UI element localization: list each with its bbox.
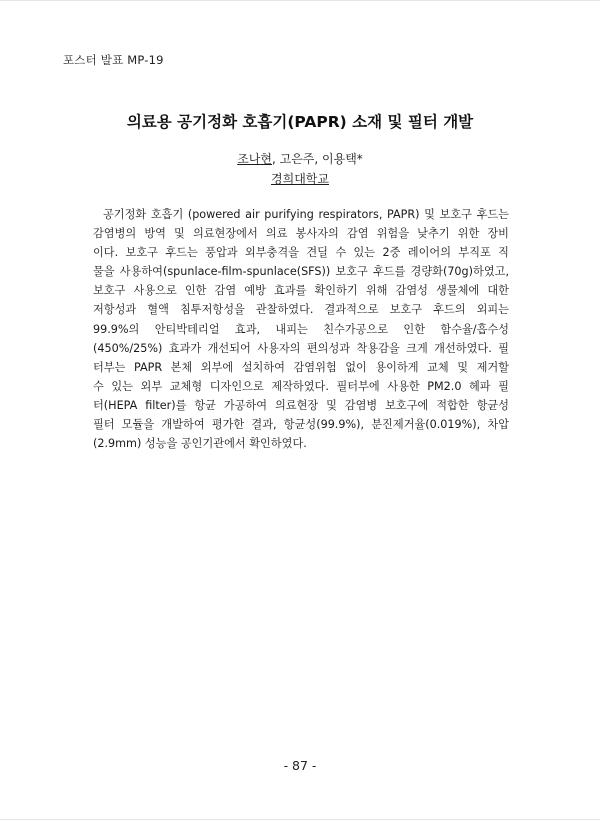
abstract-line: (450%/25%) 효과가 개선되어 사용자의 편의성과 착용감을 크게 개선하였다. 필	[93, 341, 509, 355]
session-label: 포스터 발표 MP-19	[63, 53, 164, 67]
abstract-line: 이다. 보호구 후드는 풍압과 외부충격을 견딜 수 있는 2중 레이어의 부직포 직	[93, 246, 509, 260]
abstract-line: 공기정화 호흡기 (powered air purifying respirators, PAPR) 및 보호구 후드는	[103, 208, 509, 221]
abstract-line: 저항성과 혈액 침투저항성을 관찰하였다. 결과적으로 보호구 후드의 외피는	[93, 303, 509, 317]
abstract-line: 보호구 사용으로 인한 감염 예방 효과를 확인하기 위해 감염성 생물체에 대한	[93, 284, 509, 298]
page-number: - 87 -	[283, 758, 317, 773]
abstract-line: 터부는 PAPR 본체 외부에 설치하여 감염위험 없이 용이하게 교체 및 제거할	[93, 360, 509, 374]
co-authors: , 고은주, 이용택*	[271, 152, 363, 166]
presenting-author: 조나현	[237, 152, 272, 166]
abstract-line: 99.9%의 안티박테리얼 효과, 내피는 친수가공으로 인한 함수율/흡수성	[93, 322, 509, 336]
abstract-line: 필터 모듈을 개발하여 평가한 결과, 항균성(99.9%), 분진제거율(0.019%), 차압	[93, 418, 509, 432]
affiliation: 경희대학교	[271, 172, 329, 186]
abstract-line: 터(HEPA filter)를 항균 가공하여 의료현장 및 감염병 보호구에 적합한 항균성	[93, 398, 509, 412]
abstract-line: 감염병의 방역 및 의료현장에서 의료 봉사자의 감염 위험을 낮추기 위한 장비	[93, 227, 509, 241]
abstract-body	[93, 205, 509, 453]
author-list	[0, 150, 600, 167]
abstract-line: (2.9mm) 성능을 공인기관에서 확인하였다.	[93, 437, 307, 451]
abstract-line: 수 있는 외부 교체형 디자인으로 제작하였다. 필터부에 사용한 PM2.0 헤파 필	[93, 379, 509, 393]
page-top-border	[0, 0, 600, 1]
abstract-line: 물을 사용하여(spunlace-film-spunlace(SFS)) 보호구 후드를 경량화(70g)하였고,	[93, 265, 509, 279]
paper-title: 의료용 공기정화 호흡기(PAPR) 소재 및 필터 개발	[126, 113, 474, 131]
